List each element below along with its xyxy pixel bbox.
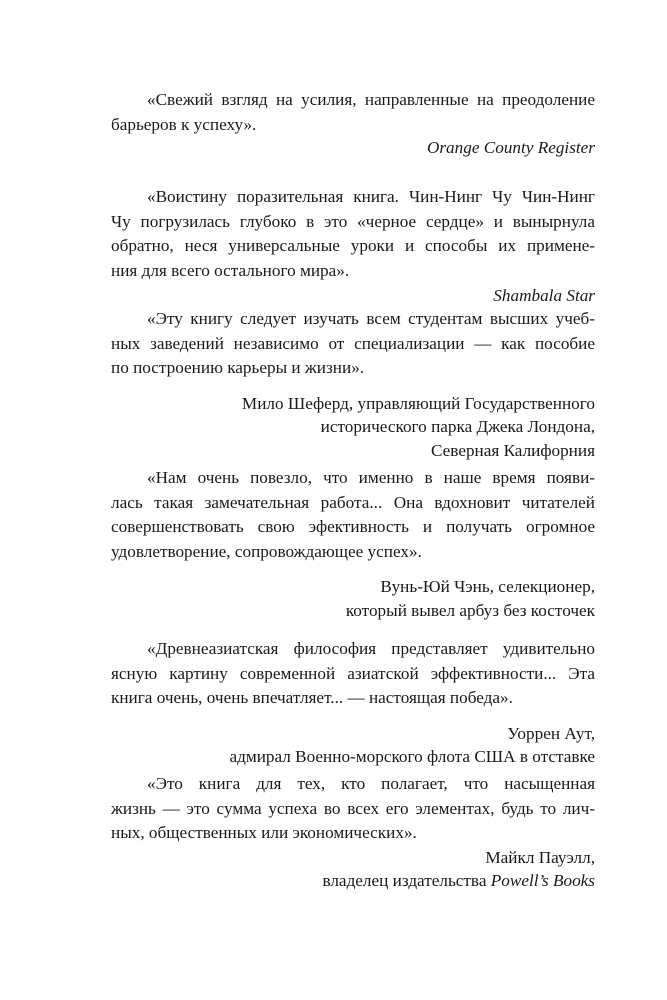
publisher-name: Powell’s Books [490,871,595,891]
quote-block-6 [111,772,595,893]
quote-text [111,88,595,137]
quote-line: «Свежий взгляд на усилия, направленные на преодоление [147,90,595,109]
attribution-line: Северная Калифорния [431,440,595,460]
quote-line: «Эту книгу следует изучать всем студентам высших учеб- [147,309,595,328]
attribution-line: Orange County Register [426,138,595,158]
quote-block-4 [111,466,595,623]
quote-text [111,307,595,381]
quote-line: барьеров к успеху». [111,114,257,134]
quote-attribution [111,284,595,308]
quote-line: обратно, неся универсальные уроки и способы их примене- [111,236,595,256]
attribution-line [111,869,595,893]
quote-line: «Воистину поразительная книга. Чин-Нинг Чу Чин-Нинг [147,187,595,206]
quote-line: ния для всего остального мира». [111,260,350,280]
quote-line: совершенствовать свою эфективность и получать огромное [111,517,595,537]
attribution-line: исторического парка Джека Лондона, [320,417,595,437]
quote-line: ных заведений независимо от специализации — как пособие [111,333,595,353]
quote-line: «Древнеазиатская философия представляет удивительно [147,639,595,658]
quote-attribution [111,846,595,893]
quote-block-3 [111,307,595,463]
quote-block-2 [111,185,595,308]
quote-attribution [111,136,595,160]
quote-attribution [111,392,595,463]
quote-text [111,772,595,846]
attribution-prefix: владелец издательства [322,871,491,891]
quote-text [111,466,595,564]
attribution-line: Shambala Star [493,286,595,306]
attribution-line: который вывел арбуз без косточек [345,600,595,620]
quote-block-1 [111,88,595,160]
quote-line: Чу погрузилась глубоко в это «черное сердце» и вынырнула [111,211,595,231]
quote-block-5 [111,637,595,769]
quote-line: книга очень, очень впечатляет... — настоящая победа». [111,688,513,708]
quote-line: «Нам очень повезло, что именно в наше время появи- [147,468,595,487]
quote-line: удовлетворение, сопровождающее успех». [111,541,422,561]
attribution-line: Уоррен Аут, [507,723,595,743]
attribution-line: Вунь-Юй Чэнь, селекционер, [380,577,595,597]
attribution-line: Мило Шеферд, управляющий Государственного [241,393,595,413]
quote-line: «Это книга для тех, кто полагает, что насыщенная [147,774,595,793]
quote-line: жизнь — это сумма успеха во всех его элементах, будь то лич- [111,798,595,818]
quote-line: ясную картину современной азиатской эффективности... Эта [111,663,595,683]
quote-line: по построению карьеры и жизни». [111,358,365,378]
quote-text [111,637,595,711]
quote-line: ных, общественных или экономических». [111,823,417,843]
quote-attribution [111,722,595,769]
attribution-line: Майкл Пауэлл, [485,847,595,867]
quote-attribution [111,575,595,622]
quote-line: лась такая замечательная работа... Она вдохновит читателей [111,492,595,512]
attribution-line: адмирал Военно-морского флота США в отставке [229,747,595,767]
quote-text [111,185,595,283]
